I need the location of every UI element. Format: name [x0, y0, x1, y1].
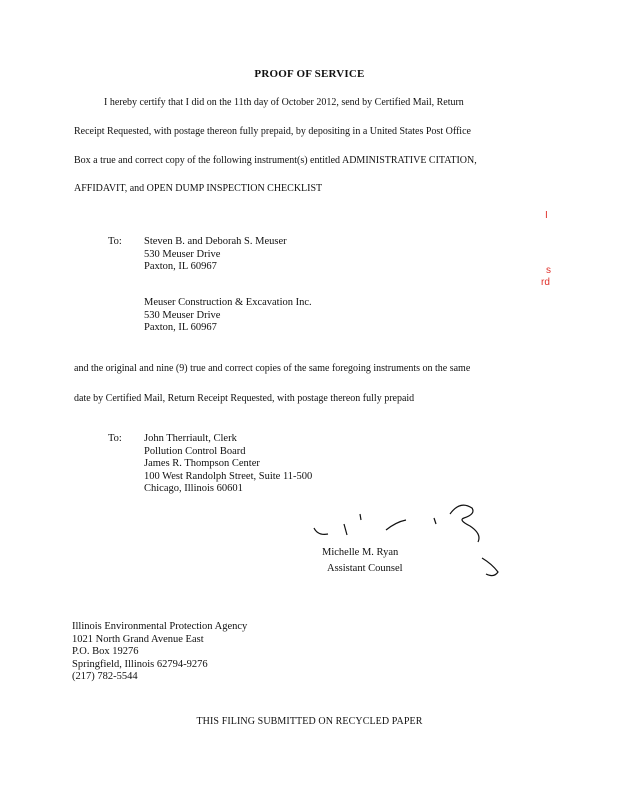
certification-line-3: Box a true and correct copy of the following instrument(s) entitled ADMINISTRATIVE CITATION, [74, 155, 477, 166]
recipient-2-address [144, 297, 312, 335]
address-line: P.O. Box 19276 [72, 646, 139, 658]
stamp-fragment: I [545, 210, 548, 221]
address-line: 530 Meuser Drive [144, 309, 221, 321]
address-line: 100 West Randolph Street, Suite 11-500 [144, 470, 313, 482]
agency-address [72, 621, 247, 684]
address-line: Chicago, Illinois 60601 [144, 483, 243, 495]
certification-line-4: AFFIDAVIT, and OPEN DUMP INSPECTION CHECKLIST [74, 183, 323, 194]
footer-note: THIS FILING SUBMITTED ON RECYCLED PAPER [196, 716, 423, 727]
certification-line-1: I hereby certify that I did on the 11th day of October 2012, send by Certified Mail, Return [104, 97, 464, 108]
signer-name: Michelle M. Ryan [322, 547, 399, 558]
recipient-1-address [144, 236, 287, 274]
address-line: James R. Thompson Center [144, 458, 260, 470]
address-line: Steven B. and Deborah S. Meuser [144, 236, 287, 247]
address-line: Paxton, IL 60967 [144, 322, 217, 334]
to-label: To: [108, 236, 122, 247]
certification-line-2: Receipt Requested, with postage thereon fully prepaid, by depositing in a United States Post Office [74, 126, 471, 137]
original-copies-line-1: and the original and nine (9) true and correct copies of the same foregoing instruments on the same [74, 363, 471, 374]
address-line: Pollution Control Board [144, 445, 246, 457]
original-copies-line-2: date by Certified Mail, Return Receipt Requested, with postage thereon fully prepaid [74, 393, 415, 404]
clerk-address [144, 433, 312, 496]
address-line: John Therriault, Clerk [144, 433, 237, 444]
address-line: 530 Meuser Drive [144, 248, 221, 260]
stamp-fragment: rd [541, 277, 550, 288]
stamp-fragment: s [546, 265, 551, 276]
document-title: PROOF OF SERVICE [254, 68, 365, 80]
to-label: To: [108, 433, 122, 444]
signer-title: Assistant Counsel [327, 563, 403, 574]
address-line: Springfield, Illinois 62794-9276 [72, 658, 208, 670]
address-line: (217) 782-5544 [72, 671, 138, 683]
address-line: Illinois Environmental Protection Agency [72, 621, 248, 632]
address-line: 1021 North Grand Avenue East [72, 633, 204, 645]
address-line: Paxton, IL 60967 [144, 261, 217, 273]
address-line: Meuser Construction & Excavation Inc. [144, 297, 312, 308]
